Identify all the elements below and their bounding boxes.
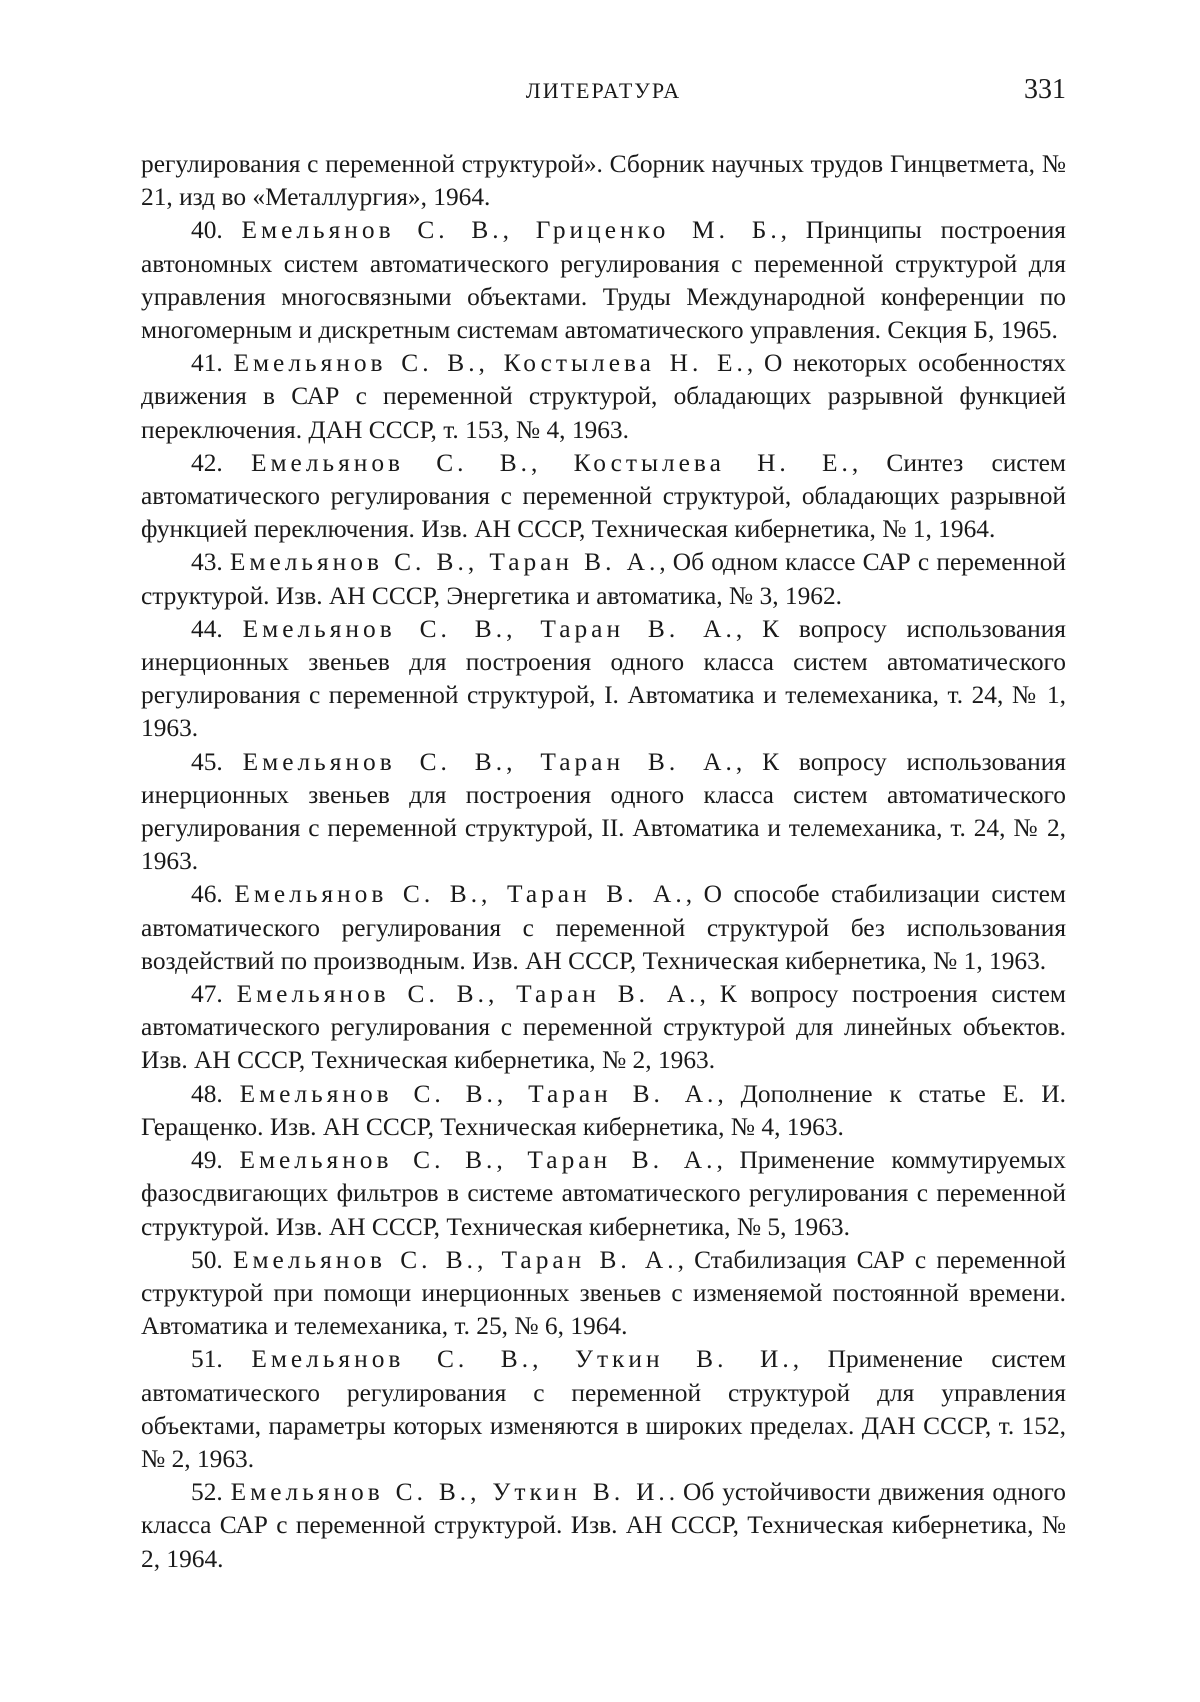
reference-list xyxy=(141,148,1066,1576)
reference-details: . Об устойчивости движения одного класса САР с переменной структурой. Изв. АН СССР, Техническая кибернетика, № 2, 1964. xyxy=(141,1478,1066,1573)
reference-number: 52. xyxy=(191,1478,223,1507)
reference-entry xyxy=(141,613,1066,746)
reference-authors: Емельянов С. В., Таран В. А. xyxy=(229,548,660,577)
reference-number: 42. xyxy=(191,448,223,477)
reference-number: 45. xyxy=(191,747,223,776)
reference-number: 44. xyxy=(191,614,223,643)
reference-number: 47. xyxy=(191,980,223,1009)
reference-number: 48. xyxy=(191,1079,223,1108)
running-title: ЛИТЕРАТУРА xyxy=(525,78,682,103)
reference-entry xyxy=(141,347,1066,447)
running-head xyxy=(141,74,1066,112)
reference-details: , Принципы построения автономных систем автоматического регулирования с переменной структурой для управления многосвязными объектами. Труды Международной конференции по многомерным и дискретным системам автоматического управления. Секция Б, 1965. xyxy=(141,216,1066,345)
reference-details: , О некоторых особенностях движения в САР с переменной структурой, обладающих разрывной функцией переключения. ДАН СССР, т. 153, № 4, 1963. xyxy=(141,349,1066,444)
reference-number: 49. xyxy=(191,1146,223,1175)
reference-entry xyxy=(141,878,1066,978)
reference-details: , О способе стабилизации систем автоматического регулирования с переменной структурой без использования воздействий по производным. Изв. АН СССР, Техническая кибернетика, № 1, 1963. xyxy=(141,880,1066,975)
reference-authors: Емельянов С. В., Таран В. А. xyxy=(239,1079,718,1108)
reference-authors: Емельянов С. В., Таран В. А. xyxy=(242,747,736,776)
reference-details: , К вопросу построения систем автоматического регулирования с переменной структурой для линейных объектов. Изв. АН СССР, Техническая кибернетика, № 2, 1963. xyxy=(141,980,1066,1075)
reference-entry xyxy=(141,546,1066,612)
reference-number: 51. xyxy=(191,1345,223,1374)
reference-authors: Емельянов С. В., Таран В. А. xyxy=(232,1245,678,1274)
reference-details: , Стабилизация САР с переменной структурой при помощи инерционных звеньев с изменяемой постоянной времени. Автоматика и телемеханика, т. 25, № 6, 1964. xyxy=(141,1245,1066,1341)
reference-authors: Емельянов С. В., Гриценко М. Б. xyxy=(241,216,781,245)
reference-authors: Емельянов С. В., Таран В. А. xyxy=(242,614,736,643)
reference-details: , Применение коммутируемых фазосдвигающих фильтров в системе автоматического регулирования с переменной структурой. Изв. АН СССР, Техническая кибернетика, № 5, 1963. xyxy=(141,1146,1066,1241)
reference-authors: Емельянов С. В., Таран В. А. xyxy=(239,1146,717,1175)
reference-entry xyxy=(141,1144,1066,1244)
reference-details: , Применение систем автоматического регулирования с переменной структурой для управления объектами, параметры которых изменяются в широких пределах. ДАН СССР, т. 152, № 2, 1963. xyxy=(141,1345,1066,1473)
reference-authors: Емельянов С. В., Таран В. А. xyxy=(234,880,686,909)
reference-entry xyxy=(141,978,1066,1078)
reference-number: 40. xyxy=(191,216,223,245)
reference-entry xyxy=(141,1476,1066,1576)
reference-authors: Емельянов С. В., Костылева Н. Е. xyxy=(250,448,852,477)
page-number: 331 xyxy=(1024,74,1066,105)
reference-authors: Емельянов С. В., Костылева Н. Е. xyxy=(233,349,747,378)
reference-authors: Емельянов С. В., Таран В. А. xyxy=(236,980,700,1009)
reference-authors: Емельянов С. В., Уткин В. И. xyxy=(230,1478,669,1507)
reference-details: , К вопросу использования инерционных звеньев для построения одного класса систем автоматического регулирования с переменной структурой, I. Автоматика и телемеханика, т. 24, № 1, 1963. xyxy=(141,614,1066,743)
reference-entry xyxy=(141,447,1066,547)
reference-number: 50. xyxy=(191,1245,223,1274)
reference-details: , Синтез систем автоматического регулирования с переменной структурой, обладающих разрывной функцией переключения. Изв. АН СССР, Техническая кибернетика, № 1, 1964. xyxy=(141,448,1066,544)
reference-entry xyxy=(141,1343,1066,1476)
reference-entry xyxy=(141,746,1066,879)
continued-reference-text: регулирования с переменной структурой». Сборник научных трудов Гинцветмета, № 21, изд во «Металлургия», 1964. xyxy=(141,150,1066,212)
reference-number: 43. xyxy=(191,548,223,577)
reference-entry xyxy=(141,1244,1066,1344)
references-container xyxy=(141,214,1066,1575)
reference-details: , К вопросу использования инерционных звеньев для построения одного класса систем автоматического регулирования с переменной структурой, II. Автоматика и телемеханика, т. 24, № 2, 1963. xyxy=(141,747,1066,876)
reference-entry xyxy=(141,214,1066,347)
reference-number: 46. xyxy=(191,880,223,909)
reference-authors: Емельянов С. В., Уткин В. И. xyxy=(251,1345,793,1374)
reference-entry xyxy=(141,1078,1066,1144)
reference-details: , Дополнение к статье Е. И. Геращенко. Изв. АН СССР, Техническая кибернетика, № 4, 1963. xyxy=(141,1079,1066,1141)
reference-number: 41. xyxy=(191,349,223,378)
reference-details: , Об одном классе САР с переменной структурой. Изв. АН СССР, Энергетика и автоматика, № 3, 1962. xyxy=(141,548,1066,610)
